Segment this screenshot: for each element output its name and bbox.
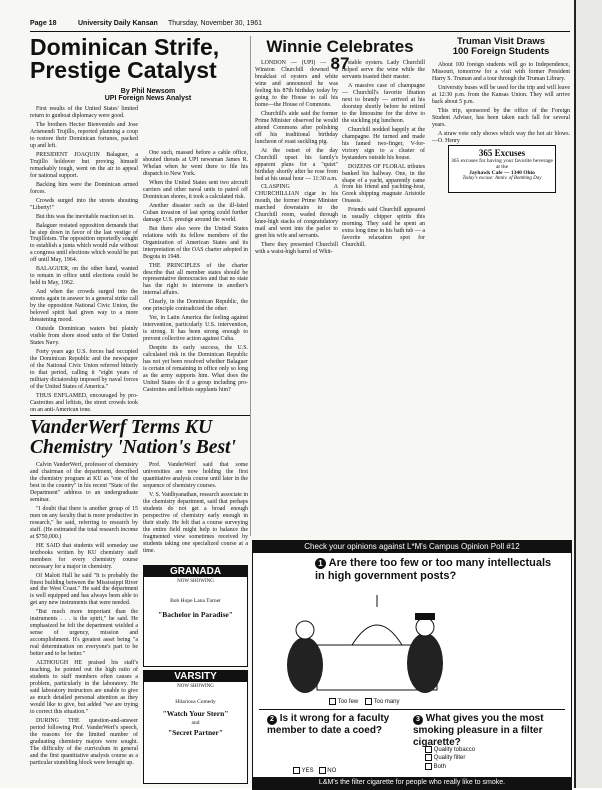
- lm-top-banner: Check your opinions against L*M's Campus Opinion Poll #12: [253, 541, 571, 553]
- cafe-ad-title: 365 Excuses: [478, 148, 526, 158]
- q1-options: [329, 698, 449, 705]
- story1-col2-paragraph: When the United States sent two aircraft carriers and other naval units to patrol off Dominican shores, it took a calculated risk.: [143, 179, 248, 200]
- story1-col1-paragraph: Forty years ago U.S. forces had occupied the Dominican Republic and the newspaper of the National Civic Union referred bitterly to that period, calling it "eight years of military dictatorship imposed by naval forces of the United States of America.": [30, 349, 138, 390]
- story1-col2-paragraph: Yet, in Latin America the feeling against intervention, particularly U.S. intervention, is strong. It has been strong enough to prevent collective action against Cuba.: [143, 315, 248, 343]
- man-figure-left: [287, 637, 323, 693]
- story3-body-paragraph: About 100 foreign students will go to Independence, Missouri, tomorrow for a visit with former President Harry S. Truman and a tour through the Truman Library.: [432, 62, 570, 82]
- varsity-film-title-1: "Watch Your Stern": [162, 709, 229, 718]
- varsity-theater-ad: [143, 670, 248, 784]
- page-number: Page 18: [30, 20, 57, 27]
- story1-col2-paragraph: Despite its early success, the U.S. calculated risk in the Dominican Republic has not yet been resolved whether Balaguer is certain of remaining in office only so long as the army supports him. What does the United States do if a group including pro-Castroites and leftists supplants him?: [143, 345, 248, 393]
- story1-col1-paragraph: Backing him were the Dominican armed forces.: [30, 181, 138, 195]
- dominican-headline-line2: Prestige Catalyst: [30, 57, 217, 83]
- story1-col1-paragraph: And when the crowds surged into the streets again in answer to a general strike call by the opposition National Civic Union, the beloved spirit had given way to a more threatening mood.: [30, 289, 138, 324]
- top-hat-icon: [415, 613, 435, 620]
- dominican-column-1: [30, 106, 138, 413]
- q2-option-yes: YES: [301, 768, 314, 775]
- truman-body: [432, 62, 570, 144]
- story4-col1-paragraph: "But much more important than the instruments . . . is the spirit," he said. He emphasized he felt the department wielded a sense of urgency, mission and accomplishment. It's greatest asset being "a real determination on everyone's part to be better and to be better.": [30, 609, 138, 658]
- granada-stars: Bob Hope Lana Turner: [170, 598, 221, 604]
- q3-option-c: Both: [433, 764, 447, 771]
- man-figure-right: [407, 633, 443, 693]
- varsity-film-title-2: "Secret Partner": [167, 728, 224, 737]
- story2-col1-paragraph: CLASPING A CHURCHILLIAN cigar in his mouth, the former Prime Minister marched downstairs to the Churchill room, waded through knee-high stacks of congratulatory mail and went into the parlor to greet his wife and servants.: [255, 184, 338, 240]
- story1-col1-paragraph: Balaguer restated opposition demands that he step down in favor of the last vestige of Trujilloism. The opposition reportedly sought to establish a junta which would rule without a congress until elections which would be put off until May, 1964.: [30, 222, 138, 264]
- story1-col1-paragraph: First results of the United States' limited return to gunboat diplomacy were good.: [30, 106, 138, 119]
- story4-col1-paragraph: DURING THE question-and-answer period following Prof. VanderWerf's speech, the reasons for the limited number of graduating chemistry majors were sought. The difficulty of the curriculum in general and the first quantitative analysis course as a particular stumbling block were brought up.: [30, 717, 138, 766]
- header-rule: [30, 31, 570, 32]
- man-head-right: [416, 618, 434, 636]
- story4-col2-paragraph: Prof. VanderWerf said that some universities are now holding the first quantitative analysis course until later in the sequence of chemistry courses.: [143, 462, 248, 489]
- lm-question-1: [315, 557, 557, 582]
- story2-col2-paragraph: stable oysters. Lady Churchill helped serve the wine while the servants toasted their master.: [342, 60, 425, 80]
- paper-name: University Daily Kansan: [78, 20, 158, 27]
- q2-options: [293, 767, 413, 774]
- varsity-bill: Hilarious Comedy: [175, 699, 216, 705]
- story1-col1-paragraph: The brothers Hector Bienvenido and Jose Arismendi Trujillo, reported planning a coup to restore their Dominican fortunes, packed up and left.: [30, 121, 138, 149]
- story1-col1-paragraph: But this was the inevitable reaction set in.: [36, 213, 135, 220]
- capitol-dome: [352, 625, 402, 645]
- story1-col2-paragraph: One such, massed before a cable office, shouted threats at UPI newsman James R. Whelan when he went there to file his dispatch to New York.: [143, 150, 248, 177]
- story1-col2-paragraph: Another disaster such as the ill-fated Cuban invasion of last spring could further damage U.S. prestige around the world.: [143, 202, 248, 223]
- story1-col1-paragraph: THUS ENFLAMED, encouraged by pro-Castroites and leftists, the street crowds took on an anti-American tone.: [30, 392, 138, 413]
- byline-author: By Phil Newsom: [120, 88, 176, 95]
- churchill-column-2: [342, 60, 425, 249]
- cafe-ad-excuse: Today's excuse: Anniv. of Bombing Day: [462, 176, 542, 181]
- lm-question-3: [413, 713, 563, 748]
- byline-role: UPI Foreign News Analyst: [104, 95, 192, 102]
- granada-name: GRANADA: [144, 566, 247, 577]
- story4-col1-paragraph: ALTHOUGH HE praised his staff's teaching, he pointed out the high ratio of students to staff members often causes a problem, particularly in the laboratory. He said laboratory instructors are unable to give as much detailed personal attention as they would like to give, but added "we are trying to correct this situation.": [30, 660, 138, 715]
- story2-col2-paragraph: A massive case of champagne — Churchill's favorite libation next to brandy — arrived at his doorstep shortly before he retired to the limousine for the drive to the suckling pig luncheon.: [342, 82, 425, 124]
- story1-col1-paragraph: BALAGUER, on the other hand, wanted to remain in office until elections could be held in May, 1962.: [30, 266, 138, 287]
- story2-col2-paragraph: Churchill nodded happily at the champagne. He turned and made his famed two-finger, V-for-victory sign to a cluster of bystanders outside his house.: [342, 126, 425, 161]
- q3-options: [425, 746, 545, 771]
- truman-headline-line1: Truman Visit Draws: [457, 36, 545, 47]
- story3-body-paragraph: A straw vote only shows which way the hot air blows.—O. Henry: [432, 130, 570, 144]
- q1-text: Are there too few or too many intellectuals in high government posts?: [315, 557, 552, 582]
- story1-col2-paragraph: THE PRINCIPLES of the charter describe that all member states should be representative democracies and that no state has the right to intervene in another's internal affairs.: [143, 262, 248, 297]
- story3-body-paragraph: University buses will be used for the trip and will leave at 12:30 p.m. from the Kansas Union. They will arrive back about 5 p.m.: [432, 84, 570, 105]
- cafe-ad-body: 365 excuses for having your favorite beverage at the: [450, 158, 554, 170]
- capitol-illustration: [257, 585, 507, 695]
- story2-col1-paragraph: There they presented Churchill with a waist-high barrel of Whit-: [255, 242, 338, 256]
- dominican-headline-line1: Dominican Strife,: [30, 34, 220, 60]
- q3-text: What gives you the most smoking pleasure in a filter cigarette?: [413, 713, 544, 748]
- story1-col2-paragraph: Clearly, in the Dominican Republic, the one principle contradicted the other.: [143, 299, 248, 313]
- q1-number-icon: 1: [315, 558, 326, 569]
- story2-col2-paragraph: Friends said Churchill appeared in usually chipper spirits this morning. They said he spent an extra long time in his bath tub — a favorite relaxation spot for Churchill.: [342, 207, 425, 249]
- truman-headline-line2: 100 Foreign Students: [452, 45, 550, 57]
- lm-cigarette-ad: [252, 540, 572, 790]
- story4-col1-paragraph: "I doubt that there is another group of 15 men on any faculty that is more productive in research," he said, referring to research by staff. (He estimated the total research income at $750,000.): [30, 505, 138, 540]
- granada-theater-ad: [143, 565, 248, 667]
- churchill-headline: Winnie Celebrates 87: [266, 37, 414, 73]
- vanderwerf-headline-line2: Chemistry 'Nation's Best': [30, 436, 236, 458]
- lm-divider: [259, 709, 565, 710]
- story2-col1-paragraph: LONDON — (UPI) — Sir Winston Churchill downed a breakfast of oysters and white wine and announced he was feeling his 87th birthday today by going to the House to call his home—the House of Commons.: [255, 60, 338, 108]
- q3-checkbox-b[interactable]: [425, 754, 432, 761]
- vanderwerf-headline: [30, 418, 252, 457]
- q3-number-icon: 3: [413, 715, 423, 725]
- q2-checkbox-yes[interactable]: [293, 767, 300, 774]
- story2-col2-paragraph: DOZENS OF FLORAL tributes banked his hallway. One, in the shape of a yacht, apparently came from his friend and yachting-host, Greek shipping magnate Aristotle Onassis.: [342, 163, 425, 205]
- story2-col1-paragraph: Churchill's aide said the former Prime Minister observed he would attend Commons after polishing off his traditional birthday luncheon of roast suckling pig.: [255, 110, 338, 145]
- churchill-column-1: [255, 60, 338, 256]
- q2-text: Is it wrong for a faculty member to date a coed?: [267, 713, 390, 736]
- dominican-byline: [88, 88, 208, 102]
- q3-option-a: Quality tobacco: [433, 747, 476, 754]
- varsity-and: and: [191, 720, 200, 726]
- truman-headline: [432, 37, 570, 56]
- story4-col2-paragraph: V. S. Vaidhyanathan, research associate in the chemistry department, said that perhaps students do not get a broad enough perspective of chemistry early enough in their study. He felt that a course surveying the entire field might help to balance the fragmented view sometimes received by students taking one specialized course at a time.: [143, 491, 248, 554]
- vanderwerf-column-2: [143, 462, 248, 562]
- story4-col1-paragraph: HE SAID that students will someday use textbooks written by KU chemistry staff members for every chemistry course necessary for a major in chemistry.: [30, 542, 138, 570]
- story4-col1-paragraph: Calvin VanderWerf, professor of chemistry and chairman of the department, described the chemistry program at KU as "one of the best in the country" in his recent "State of the Department" address to an undergraduate seminar.: [30, 462, 138, 503]
- q1-option-a: Too few: [337, 699, 359, 706]
- dominican-headline: [30, 36, 250, 82]
- man-head-left: [296, 621, 314, 639]
- story1-col1-paragraph: PRESIDENT JOAQUIN Balaguer, a Trujillo holdover but proving himself remarkably tough, went on the air to appeal for national support.: [30, 151, 138, 179]
- q1-option-b: Too many: [373, 699, 400, 706]
- vanderwerf-headline-line1: VanderWerf Terms KU: [30, 417, 213, 438]
- varsity-now-showing: NOW SHOWING: [177, 684, 214, 689]
- lm-question-2: [267, 713, 407, 737]
- story1-col2-paragraph: But there also were the United States relations with its fellow members of the Organization of American States and its interpretation of the OAS charter adopted in Bogota in 1948.: [143, 225, 248, 260]
- issue-date: Thursday, November 30, 1961: [168, 20, 263, 27]
- story1-col1-paragraph: Outside Dominican waters but plainly visible from shore stood units of the United States Navy.: [30, 326, 138, 347]
- q3-option-b: Quality filter: [433, 755, 466, 762]
- story-rule: [30, 415, 250, 416]
- story2-col1-paragraph: At the outset of the day Churchill upset his family's apparent plans for a "quiet" birthday shortly after he rose from bed at his usual hour — 11:30 a.m.: [255, 147, 338, 182]
- q2-checkbox-no[interactable]: [319, 767, 326, 774]
- lm-bottom-banner: L&M's the filter cigarette for people who really like to smoke.: [253, 777, 571, 789]
- vanderwerf-column-1: [30, 462, 138, 788]
- cafe-ad-address: Jayhawk Cafe — 1340 Ohio: [469, 170, 535, 176]
- granada-film-title: "Bachelor in Paradise": [158, 610, 233, 619]
- q2-number-icon: 2: [267, 715, 277, 725]
- q3-checkbox-c[interactable]: [425, 763, 432, 770]
- jayhawk-cafe-ad: [448, 145, 556, 193]
- adjacent-page-edge: [574, 0, 602, 788]
- q3-checkbox-a[interactable]: [425, 746, 432, 753]
- story3-body-paragraph: This trip, sponsored by the office of the Foreign Student Adviser, has been taken each fall for several years.: [432, 107, 570, 128]
- column-divider: [250, 36, 251, 536]
- q2-option-no: NO: [327, 768, 337, 775]
- story4-col1-paragraph: Of Malott Hall he said "It is probably the finest building between the Mississippi River and the West Coast." He said the department is well equipped and has always been able to get any new instruments that were needed.: [30, 572, 138, 607]
- dominican-column-2: [143, 150, 248, 413]
- q1-checkbox-a[interactable]: [329, 698, 336, 705]
- granada-now-showing: NOW SHOWING: [177, 579, 214, 584]
- q1-checkbox-b[interactable]: [365, 698, 372, 705]
- story1-col1-paragraph: Crowds surged into the streets shouting "Liberty!": [30, 197, 138, 211]
- varsity-name: VARSITY: [144, 671, 247, 682]
